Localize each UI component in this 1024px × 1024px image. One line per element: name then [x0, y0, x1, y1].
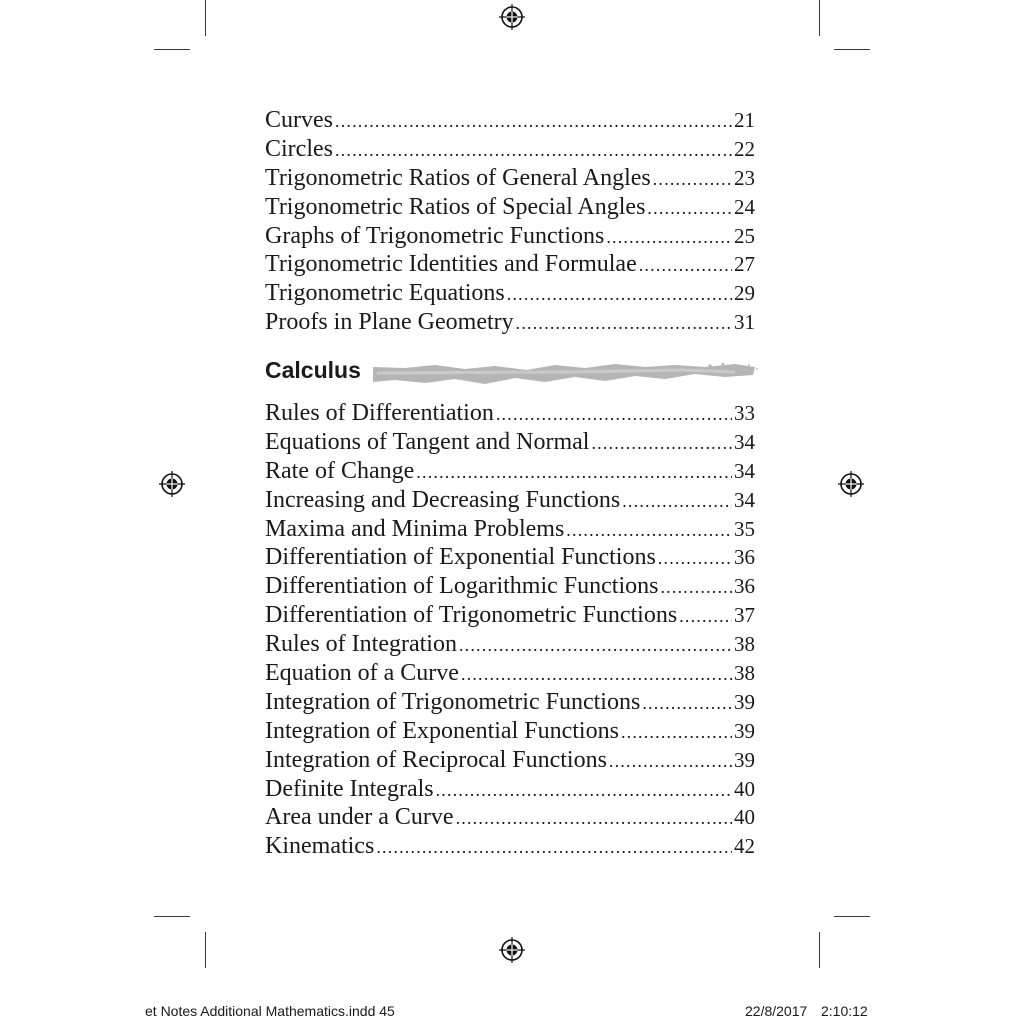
dot-leader — [416, 458, 732, 487]
toc-entry — [265, 775, 755, 804]
toc-entry — [265, 601, 755, 630]
toc-entry-title: Trigonometric Ratios of Special Angles — [265, 193, 646, 220]
toc-entry — [265, 279, 755, 308]
toc-entry-title: Rules of Differentiation — [265, 400, 494, 426]
toc-entry — [265, 717, 755, 746]
dot-leader — [507, 280, 732, 309]
toc-entry-title: Integration of Reciprocal Functions — [265, 746, 607, 773]
toc-entry-page: 23 — [734, 165, 755, 190]
toc-entry-title: Circles — [265, 135, 333, 162]
toc-entry-title: Equations of Tangent and Normal — [265, 428, 590, 455]
dot-leader — [335, 107, 732, 136]
toc-entry — [265, 572, 755, 601]
toc-entry-title: Differentiation of Logarithmic Functions — [265, 573, 659, 600]
dot-leader — [647, 194, 732, 223]
toc-entry — [265, 746, 755, 775]
toc-entry-title: Area under a Curve — [265, 804, 454, 831]
toc-entry-page: 37 — [734, 603, 755, 628]
toc-entry-title: Maxima and Minima Problems — [265, 515, 565, 542]
toc-entry — [265, 688, 755, 717]
toc-entry — [265, 106, 755, 135]
crop-mark-bottom-left-horizontal — [154, 916, 190, 917]
crop-mark-top-right-horizontal — [834, 49, 870, 50]
toc-entry-page: 35 — [734, 516, 755, 541]
dot-leader — [335, 136, 732, 165]
dot-leader — [658, 544, 732, 573]
toc-entry-page: 24 — [734, 194, 755, 219]
toc-entry — [265, 515, 755, 544]
toc-entry — [265, 543, 755, 572]
toc-entry-page: 34 — [734, 458, 755, 483]
section-heading-calculus — [265, 355, 765, 391]
toc-entry — [265, 803, 755, 832]
registration-mark-icon — [499, 937, 525, 963]
toc-entry-page: 21 — [734, 108, 755, 132]
toc-entry-page: 39 — [734, 689, 755, 714]
dot-leader — [591, 429, 732, 458]
toc-entry-page: 22 — [734, 136, 755, 161]
footer-time: 2:10:12 — [821, 1003, 868, 1019]
crop-mark-bottom-right — [819, 932, 820, 968]
toc-entry-title: Integration of Exponential Functions — [265, 717, 619, 744]
crop-mark-bottom-left — [205, 932, 206, 968]
toc-entry — [265, 630, 755, 659]
toc-entry — [265, 308, 755, 337]
toc-entry-title: Differentiation of Exponential Functions — [265, 544, 656, 571]
toc-entry-title: Equation of a Curve — [265, 660, 459, 687]
toc-entry-page: 34 — [734, 429, 755, 454]
dot-leader — [621, 718, 732, 747]
toc-entry-title: Proofs in Plane Geometry — [265, 309, 514, 336]
dot-leader — [639, 251, 732, 280]
toc-entry — [265, 457, 755, 486]
registration-mark-icon — [159, 471, 185, 497]
toc-list-top — [265, 106, 755, 337]
toc-entry-title: Trigonometric Ratios of General Angles — [265, 164, 651, 191]
toc-entry-title: Rate of Change — [265, 457, 415, 484]
toc-entry-title: Kinematics — [265, 833, 375, 860]
footer-file-name: et Notes Additional Mathematics.indd 45 — [145, 1003, 395, 1019]
registration-mark-icon — [499, 4, 525, 30]
dot-leader — [566, 516, 732, 545]
toc-entry-page: 36 — [734, 574, 755, 599]
dot-leader — [459, 631, 732, 660]
crop-mark-top-left-horizontal — [154, 49, 190, 50]
dot-leader — [609, 747, 732, 776]
toc-entry — [265, 250, 755, 279]
toc-entry — [265, 135, 755, 164]
toc-entry-page: 42 — [734, 834, 755, 859]
toc-entry — [265, 164, 755, 193]
registration-mark-icon — [838, 471, 864, 497]
dot-leader — [516, 309, 732, 338]
dot-leader — [622, 487, 732, 516]
section-heading-text: Calculus — [265, 357, 361, 383]
toc-entry-page: 27 — [734, 252, 755, 277]
crop-mark-bottom-right-horizontal — [834, 916, 870, 917]
toc-entry-title: Increasing and Decreasing Functions — [265, 486, 621, 513]
toc-entry-title: Curves — [265, 107, 333, 133]
toc-entry-page: 33 — [734, 401, 755, 425]
toc-entry-page: 34 — [734, 487, 755, 512]
toc-entry-page: 36 — [734, 545, 755, 570]
toc-entry-page: 38 — [734, 632, 755, 657]
toc-entry — [265, 832, 755, 861]
toc-entry-title: Rules of Integration — [265, 631, 457, 658]
dot-leader — [606, 223, 732, 252]
toc-entry-page: 31 — [734, 310, 755, 335]
dot-leader — [436, 776, 732, 805]
dot-leader — [660, 573, 732, 602]
toc-entry-title: Differentiation of Trigonometric Functions — [265, 602, 678, 629]
toc-entry-title: Definite Integrals — [265, 775, 434, 802]
toc-entry-title: Trigonometric Equations — [265, 280, 505, 307]
toc-entry-page: 29 — [734, 281, 755, 306]
toc-entry-page: 40 — [734, 776, 755, 801]
toc-list-calculus — [265, 399, 755, 861]
dot-leader — [461, 660, 732, 689]
toc-entry-title: Integration of Trigonometric Functions — [265, 688, 641, 715]
toc-entry — [265, 399, 755, 428]
toc-entry — [265, 659, 755, 688]
toc-entry-page: 40 — [734, 805, 755, 830]
toc-entry-title: Trigonometric Identities and Formulae — [265, 251, 637, 278]
dot-leader — [642, 689, 732, 718]
crop-mark-top-right — [819, 0, 820, 36]
toc-entry — [265, 193, 755, 222]
dot-leader — [496, 400, 732, 429]
dot-leader — [679, 602, 732, 631]
toc-entry-page: 39 — [734, 747, 755, 772]
dot-leader — [653, 165, 732, 194]
toc-entry-title: Graphs of Trigonometric Functions — [265, 222, 605, 249]
dot-leader — [376, 833, 732, 862]
crop-mark-top-left — [205, 0, 206, 36]
footer-date: 22/8/2017 — [745, 1003, 808, 1019]
toc-entry — [265, 222, 755, 251]
toc-entry-page: 25 — [734, 223, 755, 248]
toc-entry — [265, 486, 755, 515]
toc-entry-page: 38 — [734, 661, 755, 686]
toc-entry-page: 39 — [734, 718, 755, 743]
toc-entry — [265, 428, 755, 457]
dot-leader — [456, 804, 732, 833]
